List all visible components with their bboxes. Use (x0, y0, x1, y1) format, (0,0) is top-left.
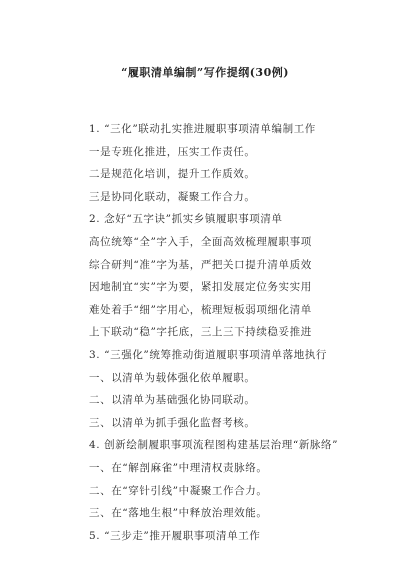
outline-item: 一、在“解剖麻雀”中理清权责脉络。 (89, 461, 268, 474)
outline-item: 上下联动“稳”字托底，三上三下持续稳妥推进 (89, 326, 312, 339)
document-body (89, 118, 389, 547)
outline-item: 三、以清单为抓手强化监督考核。 (89, 416, 256, 429)
outline-heading-1: 1. “三化”联动扎实推进履职事项清单编制工作 (89, 123, 316, 135)
outline-item: 二、在“穿针引线”中凝聚工作合力。 (89, 484, 268, 497)
outline-item: 一是专班化推进，压实工作责任。 (89, 145, 256, 158)
document-title: “履职清单编制”写作提纲(30例) (121, 66, 289, 79)
outline-item: 因地制宜“实”字为要，紧扣发展定位务实实用 (89, 281, 312, 294)
outline-item: 二、以清单为基础强化协同联动。 (89, 394, 256, 407)
outline-item: 一、以清单为载体强化依单履职。 (89, 371, 256, 384)
outline-item: 三、在“落地生根”中释放治理效能。 (89, 507, 268, 520)
outline-item: 难处着手“细”字用心，梳理短板弱项细化清单 (89, 303, 312, 316)
outline-heading-3: 3. “三强化”统筹推动街道履职事项清单落地执行 (89, 348, 327, 361)
outline-item: 高位统筹“全”字入手，全面高效梳理履职事项 (89, 235, 312, 248)
outline-heading-5: 5. “三步走”推开履职事项清单工作 (89, 529, 261, 542)
outline-item: 三是协同化联动，凝聚工作合力。 (89, 190, 256, 203)
outline-item: 综合研判“准”字为基，严把关口提升清单质效 (89, 258, 312, 271)
outline-item: 二是规范化培训，提升工作质效。 (89, 168, 256, 181)
outline-heading-4: 4. 创新绘制履职事项流程图构建基层治理“新脉络” (89, 439, 339, 452)
outline-heading-2: 2. 念好“五字诀”抓实乡镇履职事项清单 (89, 213, 283, 226)
